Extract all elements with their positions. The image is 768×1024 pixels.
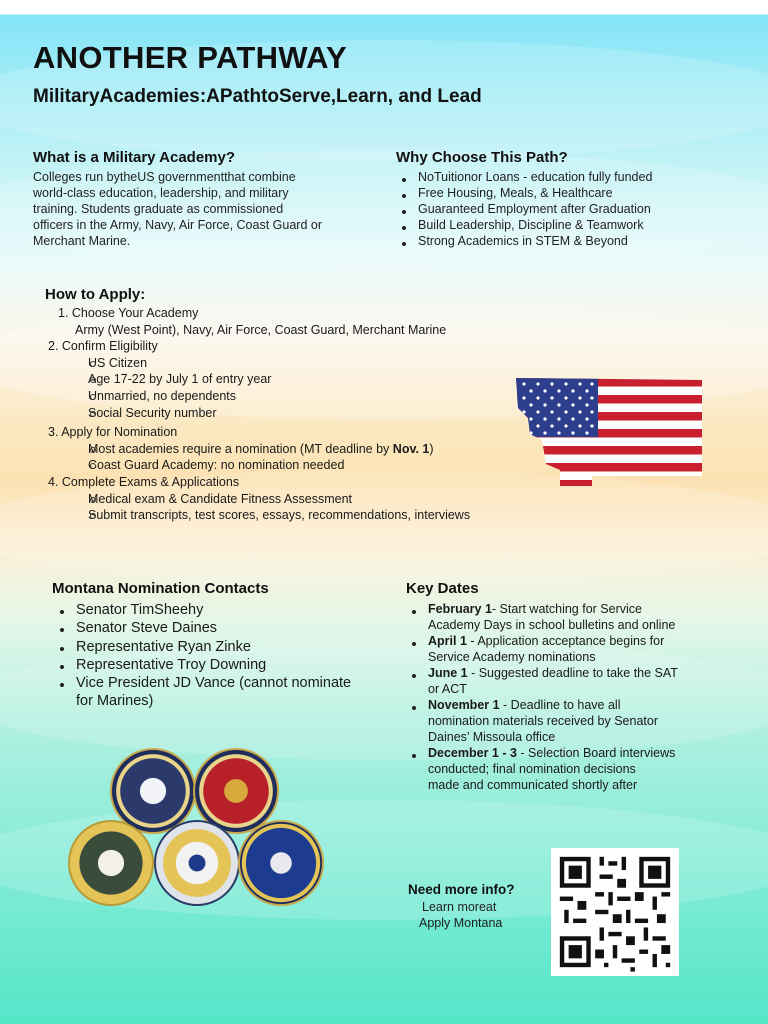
coast-guard-seal-icon <box>154 820 240 906</box>
apply-step-2: 2. Confirm Eligibility <box>48 339 158 354</box>
what-line: Merchant Marine. <box>33 234 131 248</box>
date-text: Daines’ Missoula office <box>428 730 556 744</box>
date-text: - Deadline to have all <box>499 698 621 712</box>
date-label: February 1 <box>428 602 492 616</box>
why-item: Build Leadership, Discipline & Teamwork <box>396 217 736 233</box>
eligibility-item: US Citizen <box>48 355 548 372</box>
eligibility-item: Social Security number <box>48 405 548 422</box>
date-text: - Suggested deadline to take the SAT <box>467 666 678 680</box>
info-heading: Need more info? <box>408 882 515 897</box>
date-text: - Start watching for Service <box>491 602 642 616</box>
date-item <box>406 601 736 633</box>
eligibility-item: Age 17-22 by July 1 of entry year <box>48 371 548 388</box>
apply-steps <box>48 305 548 524</box>
date-item <box>406 697 736 745</box>
what-line: training. Students graduate as commissioned <box>33 202 284 216</box>
why-item: Guaranteed Employment after Graduation <box>396 201 736 217</box>
page-subtitle: MilitaryAcademies:APathtoServe,Learn, and Lead <box>33 86 482 107</box>
date-text: made and communicated shortly after <box>428 778 638 792</box>
date-text: conducted; final nomination decisions <box>428 762 636 776</box>
info-apply-montana[interactable] <box>419 915 502 931</box>
nomination-item: Coast Guard Academy: no nomination needed <box>48 457 548 474</box>
what-line: Colleges run bytheUS governmentthat combine <box>33 170 296 184</box>
contact-item: Senator Steve Daines <box>54 619 384 637</box>
contact-item-continued: for Marines) <box>76 693 154 710</box>
what-line: world-class education, leadership, and military <box>33 186 289 200</box>
exam-item: Medical exam & Candidate Fitness Assessment <box>48 491 548 508</box>
qr-code-icon <box>551 848 679 976</box>
what-text <box>33 169 373 249</box>
apply-step-4: 4. Complete Exams & Applications <box>48 474 240 489</box>
date-label: November 1 <box>428 698 500 712</box>
why-heading: Why Choose This Path? <box>396 149 568 166</box>
date-item <box>406 745 736 793</box>
apply-step-3: 3. Apply for Nomination <box>48 425 178 440</box>
what-heading: What is a Military Academy? <box>33 149 236 166</box>
nomination-deadline: Nov. 1 <box>392 441 430 456</box>
date-item <box>406 633 736 665</box>
date-item <box>406 665 736 697</box>
air-force-seal-icon <box>238 820 324 906</box>
nomination-text: Most academies require a nomination (MT deadline by <box>88 441 393 456</box>
date-label: April 1 <box>428 634 467 648</box>
date-label: December 1 - 3 <box>428 746 517 760</box>
why-item: Strong Academics in STEM & Beyond <box>396 233 736 249</box>
contacts-list <box>54 601 384 711</box>
contact-item: Senator TimSheehy <box>54 601 384 619</box>
army-seal-icon <box>68 820 154 906</box>
contact-item: Vice President JD Vance (cannot nominate <box>54 674 384 692</box>
date-label: June 1 <box>428 666 468 680</box>
date-text: Service Academy nominations <box>428 650 596 664</box>
eligibility-item: Unmarried, no dependents <box>48 388 548 405</box>
nomination-item <box>48 441 548 458</box>
dates-heading: Key Dates <box>406 580 479 597</box>
dates-list <box>406 601 736 793</box>
why-list <box>396 169 736 249</box>
nomination-text-end: ) <box>429 441 434 456</box>
contact-item: Representative Ryan Zinke <box>54 638 384 656</box>
montana-flag-map <box>516 378 706 488</box>
page-title: ANOTHER PATHWAY <box>33 40 347 75</box>
date-text: Academy Days in school bulletins and online <box>428 618 676 632</box>
apply-montana-link[interactable]: Apply Montana <box>419 916 503 930</box>
info-learn-more: Learn moreat <box>422 900 497 914</box>
qr-code[interactable] <box>551 848 679 976</box>
apply-heading: How to Apply: <box>45 286 146 303</box>
why-item: NoTuitionor Loans - education fully funded <box>396 169 736 185</box>
contact-item: Representative Troy Downing <box>54 656 384 674</box>
date-text: nomination materials received by Senator <box>428 714 658 728</box>
apply-step-1: 1. Choose Your Academy <box>58 306 199 320</box>
exam-item: Submit transcripts, test scores, essays, recommendations, interviews <box>48 507 548 524</box>
contacts-heading: Montana Nomination Contacts <box>52 580 269 597</box>
date-text: - Selection Board interviews <box>516 746 676 760</box>
date-text: or ACT <box>428 682 467 696</box>
what-line: officers in the Army, Navy, Air Force, Coast Guard or <box>33 218 322 232</box>
apply-step-1-note: Army (West Point), Navy, Air Force, Coast Guard, Merchant Marine <box>75 322 447 337</box>
why-item: Free Housing, Meals, & Healthcare <box>396 185 736 201</box>
date-text: - Application acceptance begins for <box>466 634 665 648</box>
